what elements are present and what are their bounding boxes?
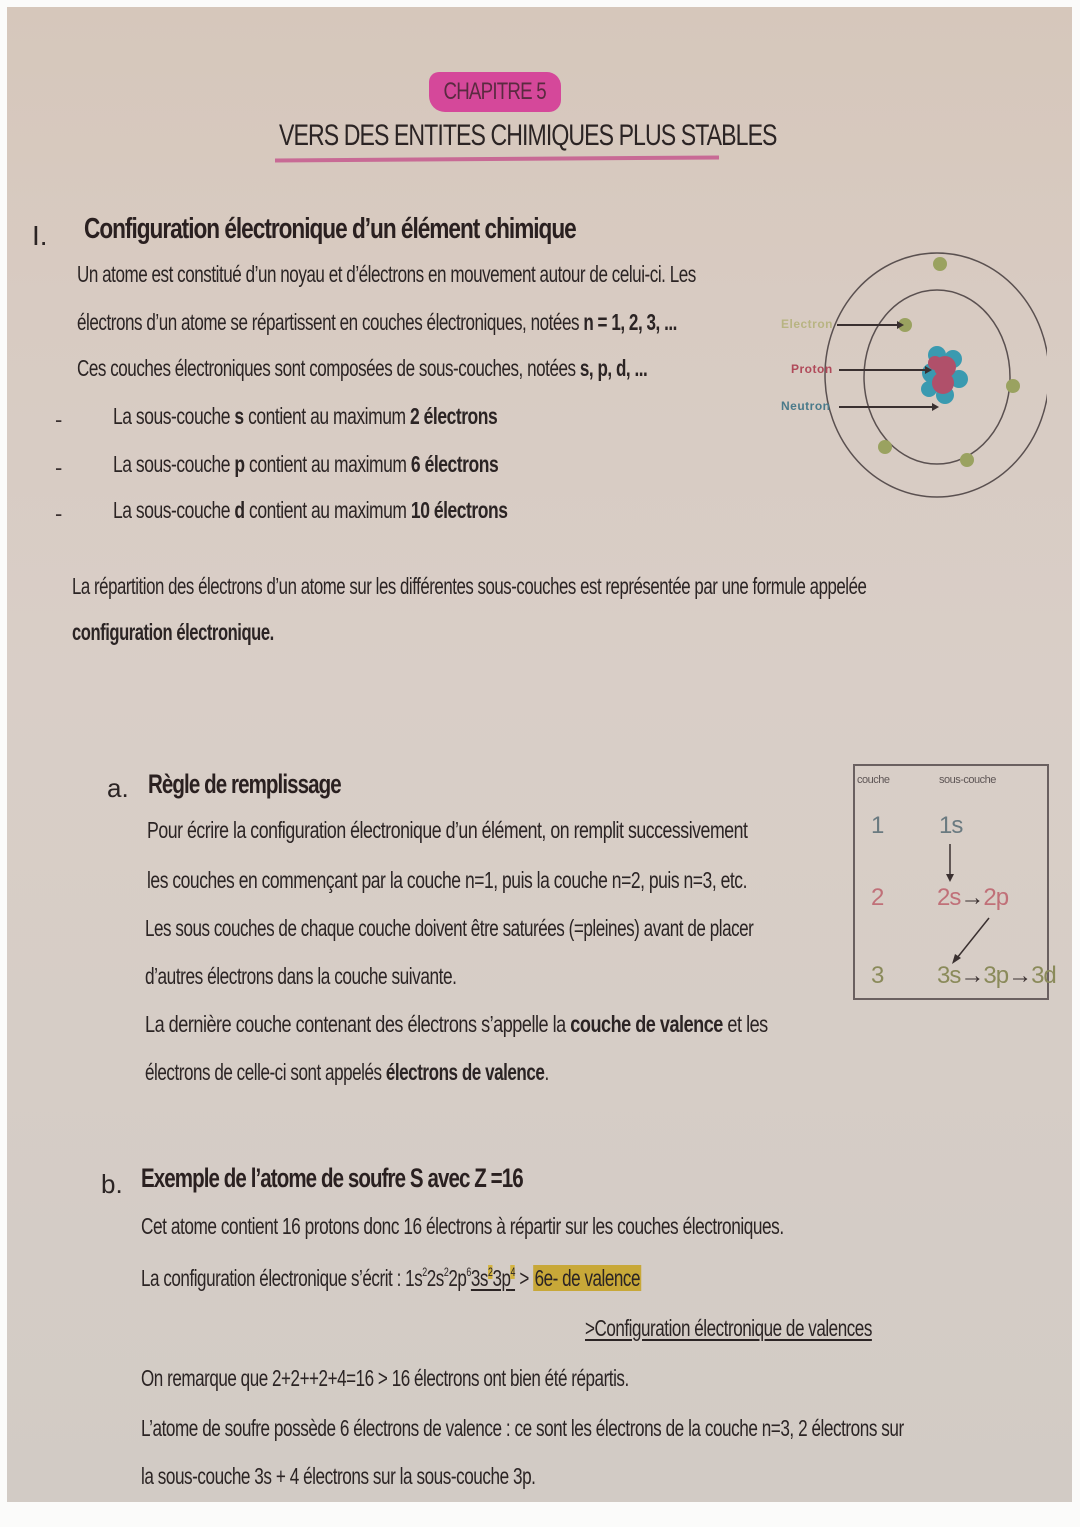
- subshell-3d: 3d: [1031, 962, 1056, 989]
- label-proton: Proton: [791, 362, 833, 376]
- label-electron: Electron: [781, 317, 834, 331]
- valence-text: et les: [722, 1011, 768, 1037]
- config-prefix: La configuration électronique s’écrit :: [141, 1265, 406, 1291]
- atom-illustration: [767, 247, 1047, 517]
- definition-term-text: configuration électronique.: [72, 619, 274, 645]
- arrow-down-icon: [945, 844, 955, 884]
- bullet-text: La sous-couche: [113, 497, 235, 523]
- config-term-1s: $1s^2$: [405, 1265, 427, 1291]
- valence-line-2: [145, 1059, 691, 1086]
- bullet-dash: -: [55, 455, 63, 480]
- arrow-diagonal-icon: [949, 916, 993, 966]
- rule-text: d’autres électrons dans la couche suivante.: [145, 963, 457, 989]
- config-line: [141, 1265, 817, 1292]
- bullet-dash: -: [55, 501, 63, 526]
- shell-filling-table: [853, 764, 1056, 1000]
- valence-text: La dernière couche contenant des électrons s’appelle la: [145, 1011, 571, 1037]
- section-title: [84, 213, 714, 246]
- remark-text: On remarque que 2+2++2+4=16 > 16 électrons ont bien été répartis.: [141, 1365, 629, 1391]
- section-number: I.: [32, 220, 48, 251]
- shell-number-3: 3: [871, 962, 885, 989]
- conclusion-line-1: [141, 1415, 1080, 1442]
- bullet-text: La sous-couche: [113, 403, 235, 429]
- conclusion-text: la sous-couche 3s + 4 électrons sur la sous-couche 3p.: [141, 1463, 536, 1489]
- header-sous-couche: sous-couche: [939, 774, 996, 786]
- shell-number-1: 1: [871, 812, 885, 839]
- valence-annotation: [585, 1315, 973, 1342]
- bullet-text: contient au maximum: [244, 497, 411, 523]
- bullet-max: 10 électrons: [410, 497, 508, 523]
- bullet-max: 2 électrons: [409, 403, 498, 429]
- bullet-item-s: [113, 403, 619, 430]
- label-neutron: Neutron: [781, 399, 831, 413]
- bullet-letter: d: [234, 497, 245, 523]
- bullet-item-p: [113, 451, 620, 478]
- rule-line-1: [147, 817, 927, 844]
- subshell-1s: 1s: [939, 812, 963, 839]
- valence-highlight: 6e- de valence: [534, 1265, 641, 1291]
- config-term-3s: $3s^2$: [470, 1265, 493, 1291]
- bullet-max: 6 électrons: [410, 451, 499, 477]
- subshell-notation: s, p, d, ...: [579, 355, 648, 381]
- atom-diagram: [767, 247, 1047, 517]
- conclusion-line-2: [141, 1463, 671, 1490]
- intro-line-3: [77, 355, 848, 382]
- document-page: [7, 7, 1072, 1502]
- subsection-title-a: [148, 769, 402, 800]
- config-term-3p: $3p^4$: [492, 1265, 516, 1291]
- bullet-text: La sous-couche: [113, 451, 235, 477]
- intro-text: électrons d’un atome se répartissent en couches électroniques, notées: [77, 309, 584, 335]
- bullet-text: contient au maximum: [243, 403, 410, 429]
- page-title: [279, 119, 925, 153]
- subshell-3s: 3s: [937, 962, 961, 989]
- arrow-right-icon: →: [960, 962, 984, 989]
- conclusion-text: L’atome de soufre possède 6 électrons de valence : ce sont les électrons de la couche n=3, 2 électrons sur: [141, 1415, 904, 1441]
- definition-term: [72, 619, 352, 646]
- title-underline: [275, 155, 719, 162]
- chapter-badge: [429, 72, 561, 112]
- subsection-letter-a: a.: [107, 773, 129, 803]
- subsection-letter-b: b.: [101, 1169, 123, 1199]
- bullet-letter: s: [234, 403, 244, 429]
- rule-text: Les sous couches de chaque couche doivent être saturées (=pleines) avant de placer: [145, 915, 754, 941]
- shell-number-2: 2: [871, 884, 885, 911]
- annotation-text: >Configuration électronique de valences: [585, 1315, 872, 1341]
- rule-line-2: [147, 867, 936, 894]
- rule-text: les couches en commençant par la couche n=1, puis la couche n=2, puis n=3, etc.: [147, 867, 747, 893]
- valence-text: électrons de celle-ci sont appelés: [145, 1059, 386, 1085]
- bullet-letter: p: [234, 451, 245, 477]
- valence-text: .: [544, 1059, 549, 1085]
- example-text: Cet atome contient 16 protons donc 16 électrons à répartir sur les couches électroniques.: [141, 1213, 784, 1239]
- subsection-title-text: Exemple de l’atome de soufre S avec Z =16: [141, 1163, 523, 1193]
- subshell-2p: 2p: [983, 884, 1009, 911]
- page-title-text: VERS DES ENTITES CHIMIQUES PLUS STABLES: [279, 119, 777, 152]
- subshell-3p: 3p: [983, 962, 1009, 989]
- header-couche: couche: [857, 774, 890, 786]
- rule-line-4: [145, 963, 560, 990]
- definition-line: [72, 573, 1080, 600]
- config-term-2s: $2s^2$: [426, 1265, 449, 1291]
- subshell-2s: 2s: [937, 884, 961, 911]
- valence-term: couche de valence: [570, 1011, 723, 1037]
- nucleus: [921, 346, 968, 404]
- shell-notation: n = 1, 2, 3, ...: [583, 309, 677, 335]
- example-line-1: [141, 1213, 998, 1240]
- intro-text: Un atome est constitué d’un noyau et d’électrons en mouvement autour de celui-ci. Les: [77, 261, 696, 287]
- bullet-text: contient au maximum: [244, 451, 411, 477]
- section-title-text: Configuration électronique d’un élément chimique: [84, 213, 576, 245]
- bullet-item-d: [113, 497, 632, 524]
- subsection-title-b: [141, 1163, 643, 1194]
- valence-line-1: [145, 1011, 938, 1038]
- valence-term: électrons de valence: [385, 1059, 545, 1085]
- bullet-dash: -: [55, 407, 63, 432]
- arrow-right-icon: →: [960, 884, 984, 911]
- subsection-title-text: Règle de remplissage: [148, 769, 341, 799]
- rule-line-3: [145, 915, 967, 942]
- remark-line: [141, 1365, 800, 1392]
- config-term-2p: $2p^6$: [448, 1265, 471, 1291]
- rule-text: Pour écrire la configuration électronique d’un élément, on remplit successivement: [147, 817, 748, 843]
- arrow-right-icon: →: [1008, 962, 1032, 989]
- definition-text: La répartition des électrons d’un atome sur les différentes sous-couches est représentée par une formule appelée: [72, 573, 867, 599]
- chapter-badge-text: CHAPITRE 5: [443, 78, 547, 105]
- valence-arrow: >: [515, 1265, 534, 1291]
- intro-text: Ces couches électroniques sont composées de sous-couches, notées: [77, 355, 580, 381]
